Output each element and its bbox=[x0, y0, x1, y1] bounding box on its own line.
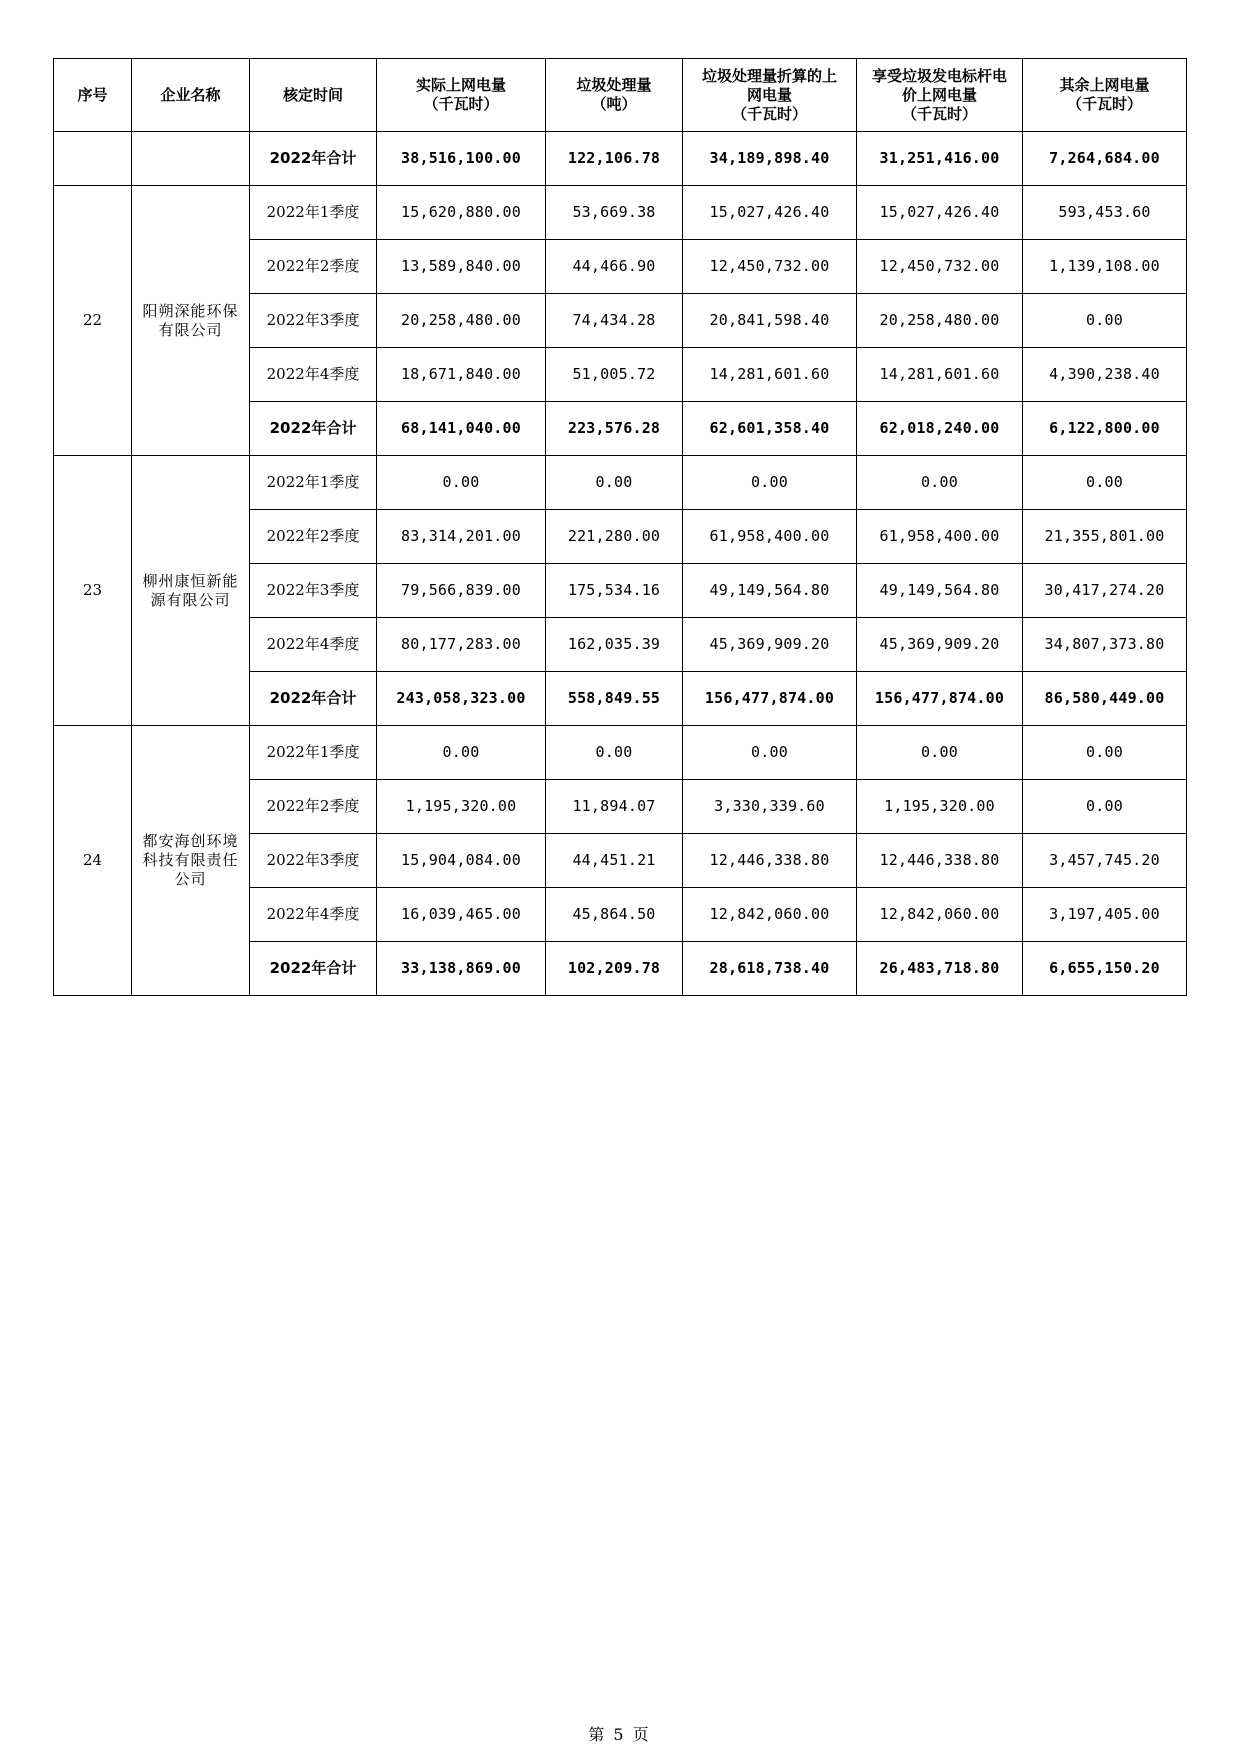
converted-cell: 34,189,898.40 bbox=[683, 132, 857, 186]
benchmark-cell: 12,446,338.80 bbox=[857, 834, 1023, 888]
waste-cell: 162,035.39 bbox=[546, 618, 683, 672]
other-cell: 30,417,274.20 bbox=[1023, 564, 1187, 618]
seq-cell: 24 bbox=[54, 726, 132, 996]
actual-cell: 79,566,839.00 bbox=[377, 564, 546, 618]
time-cell: 2022年1季度 bbox=[250, 186, 377, 240]
actual-cell: 16,039,465.00 bbox=[377, 888, 546, 942]
time-cell: 2022年合计 bbox=[250, 132, 377, 186]
actual-cell: 15,904,084.00 bbox=[377, 834, 546, 888]
time-cell: 2022年4季度 bbox=[250, 348, 377, 402]
carryover-total-row bbox=[54, 132, 1187, 186]
header-time: 核定时间 bbox=[250, 59, 377, 132]
benchmark-cell: 49,149,564.80 bbox=[857, 564, 1023, 618]
actual-cell: 33,138,869.00 bbox=[377, 942, 546, 996]
waste-cell: 44,451.21 bbox=[546, 834, 683, 888]
benchmark-cell: 15,027,426.40 bbox=[857, 186, 1023, 240]
actual-cell: 15,620,880.00 bbox=[377, 186, 546, 240]
header-other: 其余上网电量 （千瓦时） bbox=[1023, 59, 1187, 132]
time-cell: 2022年1季度 bbox=[250, 726, 377, 780]
other-cell: 4,390,238.40 bbox=[1023, 348, 1187, 402]
waste-cell: 45,864.50 bbox=[546, 888, 683, 942]
other-cell: 6,122,800.00 bbox=[1023, 402, 1187, 456]
electricity-table bbox=[53, 58, 1187, 996]
time-cell: 2022年4季度 bbox=[250, 618, 377, 672]
benchmark-cell: 20,258,480.00 bbox=[857, 294, 1023, 348]
waste-cell: 223,576.28 bbox=[546, 402, 683, 456]
waste-cell: 53,669.38 bbox=[546, 186, 683, 240]
waste-cell: 0.00 bbox=[546, 726, 683, 780]
converted-cell: 12,450,732.00 bbox=[683, 240, 857, 294]
benchmark-cell: 62,018,240.00 bbox=[857, 402, 1023, 456]
time-cell: 2022年合计 bbox=[250, 402, 377, 456]
company-name-cell: 阳朔深能环保有限公司 bbox=[132, 186, 250, 456]
benchmark-cell: 0.00 bbox=[857, 726, 1023, 780]
converted-cell: 45,369,909.20 bbox=[683, 618, 857, 672]
company-name-cell: 都安海创环境科技有限责任公司 bbox=[132, 726, 250, 996]
page-number: 第 5 页 bbox=[588, 1725, 651, 1744]
actual-cell: 0.00 bbox=[377, 726, 546, 780]
time-cell: 2022年1季度 bbox=[250, 456, 377, 510]
other-cell: 86,580,449.00 bbox=[1023, 672, 1187, 726]
converted-cell: 3,330,339.60 bbox=[683, 780, 857, 834]
benchmark-cell: 26,483,718.80 bbox=[857, 942, 1023, 996]
benchmark-cell: 12,842,060.00 bbox=[857, 888, 1023, 942]
benchmark-cell: 45,369,909.20 bbox=[857, 618, 1023, 672]
seq-cell bbox=[54, 132, 132, 186]
converted-cell: 61,958,400.00 bbox=[683, 510, 857, 564]
time-cell: 2022年2季度 bbox=[250, 780, 377, 834]
seq-cell: 23 bbox=[54, 456, 132, 726]
waste-cell: 51,005.72 bbox=[546, 348, 683, 402]
actual-cell: 68,141,040.00 bbox=[377, 402, 546, 456]
waste-cell: 0.00 bbox=[546, 456, 683, 510]
waste-cell: 74,434.28 bbox=[546, 294, 683, 348]
time-cell: 2022年2季度 bbox=[250, 240, 377, 294]
actual-cell: 38,516,100.00 bbox=[377, 132, 546, 186]
other-cell: 0.00 bbox=[1023, 780, 1187, 834]
other-cell: 3,197,405.00 bbox=[1023, 888, 1187, 942]
benchmark-cell: 0.00 bbox=[857, 456, 1023, 510]
waste-cell: 175,534.16 bbox=[546, 564, 683, 618]
header-converted: 垃圾处理量折算的上 网电量 （千瓦时） bbox=[683, 59, 857, 132]
benchmark-cell: 14,281,601.60 bbox=[857, 348, 1023, 402]
converted-cell: 14,281,601.60 bbox=[683, 348, 857, 402]
header-benchmark: 享受垃圾发电标杆电 价上网电量 （千瓦时） bbox=[857, 59, 1023, 132]
time-cell: 2022年合计 bbox=[250, 942, 377, 996]
converted-cell: 20,841,598.40 bbox=[683, 294, 857, 348]
time-cell: 2022年3季度 bbox=[250, 834, 377, 888]
benchmark-cell: 156,477,874.00 bbox=[857, 672, 1023, 726]
header-waste: 垃圾处理量 （吨） bbox=[546, 59, 683, 132]
other-cell: 0.00 bbox=[1023, 294, 1187, 348]
header-seq: 序号 bbox=[54, 59, 132, 132]
waste-cell: 122,106.78 bbox=[546, 132, 683, 186]
waste-cell: 558,849.55 bbox=[546, 672, 683, 726]
other-cell: 593,453.60 bbox=[1023, 186, 1187, 240]
converted-cell: 12,446,338.80 bbox=[683, 834, 857, 888]
actual-cell: 0.00 bbox=[377, 456, 546, 510]
waste-cell: 102,209.78 bbox=[546, 942, 683, 996]
table-row bbox=[54, 186, 1187, 240]
waste-cell: 44,466.90 bbox=[546, 240, 683, 294]
company-name-cell: 柳州康恒新能源有限公司 bbox=[132, 456, 250, 726]
other-cell: 34,807,373.80 bbox=[1023, 618, 1187, 672]
benchmark-cell: 1,195,320.00 bbox=[857, 780, 1023, 834]
header-company: 企业名称 bbox=[132, 59, 250, 132]
actual-cell: 20,258,480.00 bbox=[377, 294, 546, 348]
benchmark-cell: 12,450,732.00 bbox=[857, 240, 1023, 294]
actual-cell: 1,195,320.00 bbox=[377, 780, 546, 834]
converted-cell: 0.00 bbox=[683, 726, 857, 780]
waste-cell: 11,894.07 bbox=[546, 780, 683, 834]
converted-cell: 15,027,426.40 bbox=[683, 186, 857, 240]
actual-cell: 243,058,323.00 bbox=[377, 672, 546, 726]
table-row bbox=[54, 456, 1187, 510]
actual-cell: 13,589,840.00 bbox=[377, 240, 546, 294]
header-actual: 实际上网电量 （千瓦时） bbox=[377, 59, 546, 132]
time-cell: 2022年3季度 bbox=[250, 294, 377, 348]
converted-cell: 62,601,358.40 bbox=[683, 402, 857, 456]
seq-cell: 22 bbox=[54, 186, 132, 456]
converted-cell: 156,477,874.00 bbox=[683, 672, 857, 726]
other-cell: 6,655,150.20 bbox=[1023, 942, 1187, 996]
company-cell bbox=[132, 132, 250, 186]
converted-cell: 12,842,060.00 bbox=[683, 888, 857, 942]
converted-cell: 28,618,738.40 bbox=[683, 942, 857, 996]
converted-cell: 49,149,564.80 bbox=[683, 564, 857, 618]
waste-cell: 221,280.00 bbox=[546, 510, 683, 564]
table-row bbox=[54, 726, 1187, 780]
time-cell: 2022年2季度 bbox=[250, 510, 377, 564]
benchmark-cell: 31,251,416.00 bbox=[857, 132, 1023, 186]
other-cell: 3,457,745.20 bbox=[1023, 834, 1187, 888]
other-cell: 0.00 bbox=[1023, 456, 1187, 510]
time-cell: 2022年4季度 bbox=[250, 888, 377, 942]
other-cell: 0.00 bbox=[1023, 726, 1187, 780]
actual-cell: 83,314,201.00 bbox=[377, 510, 546, 564]
actual-cell: 80,177,283.00 bbox=[377, 618, 546, 672]
other-cell: 21,355,801.00 bbox=[1023, 510, 1187, 564]
actual-cell: 18,671,840.00 bbox=[377, 348, 546, 402]
time-cell: 2022年3季度 bbox=[250, 564, 377, 618]
time-cell: 2022年合计 bbox=[250, 672, 377, 726]
header-row bbox=[54, 59, 1187, 132]
other-cell: 1,139,108.00 bbox=[1023, 240, 1187, 294]
benchmark-cell: 61,958,400.00 bbox=[857, 510, 1023, 564]
other-cell: 7,264,684.00 bbox=[1023, 132, 1187, 186]
converted-cell: 0.00 bbox=[683, 456, 857, 510]
